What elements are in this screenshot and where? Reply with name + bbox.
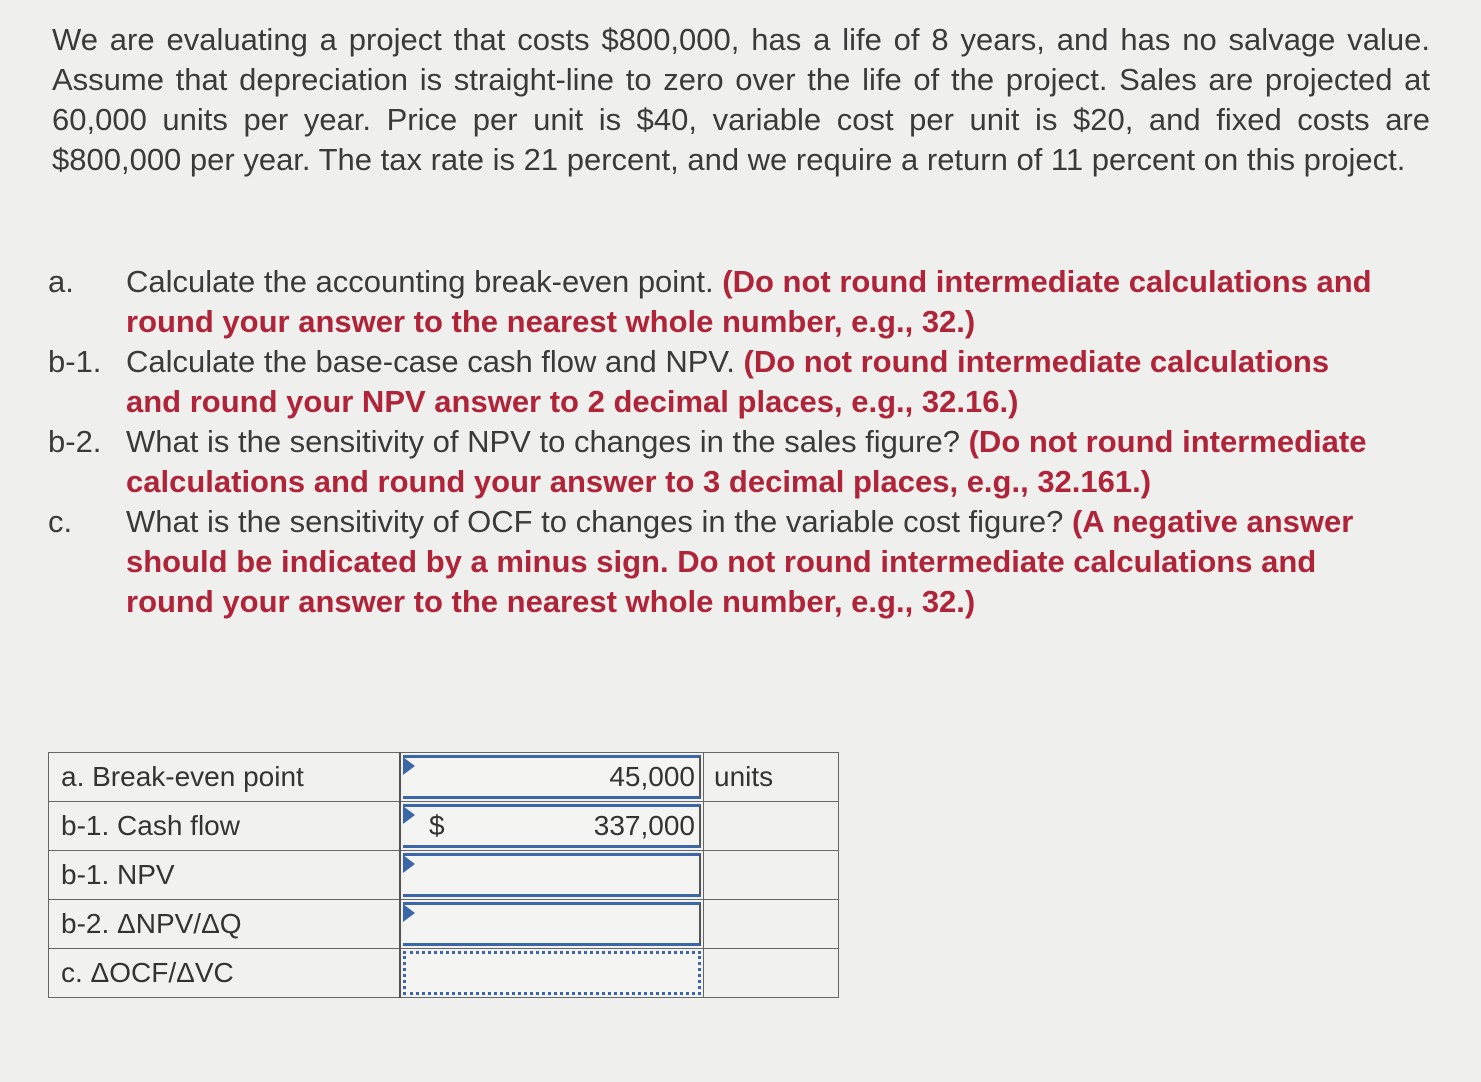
table-row xyxy=(49,900,839,949)
answer-cell xyxy=(400,753,704,802)
question-a xyxy=(48,262,1428,342)
unit-label: units xyxy=(704,753,839,802)
break-even-input[interactable] xyxy=(403,755,701,799)
table-row xyxy=(49,753,839,802)
row-label: a. Break-even point xyxy=(49,753,401,802)
input-value: 45,000 xyxy=(609,761,695,792)
rounding-note: (Do not round intermediate calculations and round your answer to the nearest whole number, e.g., 32.) xyxy=(126,264,1372,339)
question-label: b-2. xyxy=(48,424,102,459)
row-label: b-1. Cash flow xyxy=(49,802,401,851)
input-flag-icon xyxy=(403,904,415,922)
question-text: Calculate the base-case cash flow and NPV. xyxy=(126,344,735,379)
npv-sensitivity-input[interactable] xyxy=(403,902,701,946)
question-body xyxy=(126,342,1428,422)
unit-label xyxy=(704,802,839,851)
question-list xyxy=(48,262,1428,622)
cash-flow-input[interactable] xyxy=(403,804,701,848)
question-label: a. xyxy=(48,264,74,299)
answer-table xyxy=(48,752,839,998)
ocf-sensitivity-input[interactable] xyxy=(403,951,701,995)
input-flag-icon xyxy=(403,855,415,873)
question-text: Calculate the accounting break-even point. xyxy=(126,264,714,299)
rounding-note: (Do not round intermediate calculations and round your answer to 3 decimal places, e.g., 32.161.) xyxy=(126,424,1367,499)
input-flag-icon xyxy=(403,806,415,824)
rounding-note: (A negative answer should be indicated by a minus sign. Do not round intermediate calculations and round your answer to the nearest whole number, e.g., 32.) xyxy=(126,504,1354,619)
question-label: b-1. xyxy=(48,344,102,379)
row-label: b-2. ΔNPV/ΔQ xyxy=(49,900,401,949)
question-b1 xyxy=(48,342,1428,422)
question-body xyxy=(126,422,1428,502)
rounding-note: (Do not round intermediate calculations and round your NPV answer to 2 decimal places, e.g., 32.16.) xyxy=(126,344,1330,419)
row-label: b-1. NPV xyxy=(49,851,401,900)
question-text: What is the sensitivity of OCF to changes in the variable cost figure? xyxy=(126,504,1064,539)
answer-cell xyxy=(400,900,704,949)
question-c xyxy=(48,502,1428,622)
question-body xyxy=(126,262,1428,342)
answer-cell xyxy=(400,949,704,998)
row-label: c. ΔOCF/ΔVC xyxy=(49,949,401,998)
problem-statement: We are evaluating a project that costs $800,000, has a life of 8 years, and has no salvage value. Assume that depreciation is straight-line to zero over the life of the project. Sales are projected at 60,000 units per year. Price per unit is $40, variable cost per unit is $20, and fixed costs are $800,000 per year. The tax rate is 21 percent, and we require a return of 11 percent on this project. xyxy=(52,22,1430,177)
input-value: 337,000 xyxy=(593,810,695,841)
table-row xyxy=(49,949,839,998)
input-flag-icon xyxy=(403,757,415,775)
answer-cell xyxy=(400,802,704,851)
table-row xyxy=(49,851,839,900)
table-row xyxy=(49,802,839,851)
question-b2 xyxy=(48,422,1428,502)
answer-cell xyxy=(400,851,704,900)
currency-symbol: $ xyxy=(429,810,445,841)
unit-label xyxy=(704,851,839,900)
npv-input[interactable] xyxy=(403,853,701,897)
question-label: c. xyxy=(48,504,73,539)
unit-label xyxy=(704,949,839,998)
unit-label xyxy=(704,900,839,949)
question-body xyxy=(126,502,1428,622)
question-text: What is the sensitivity of NPV to changes in the sales figure? xyxy=(126,424,960,459)
